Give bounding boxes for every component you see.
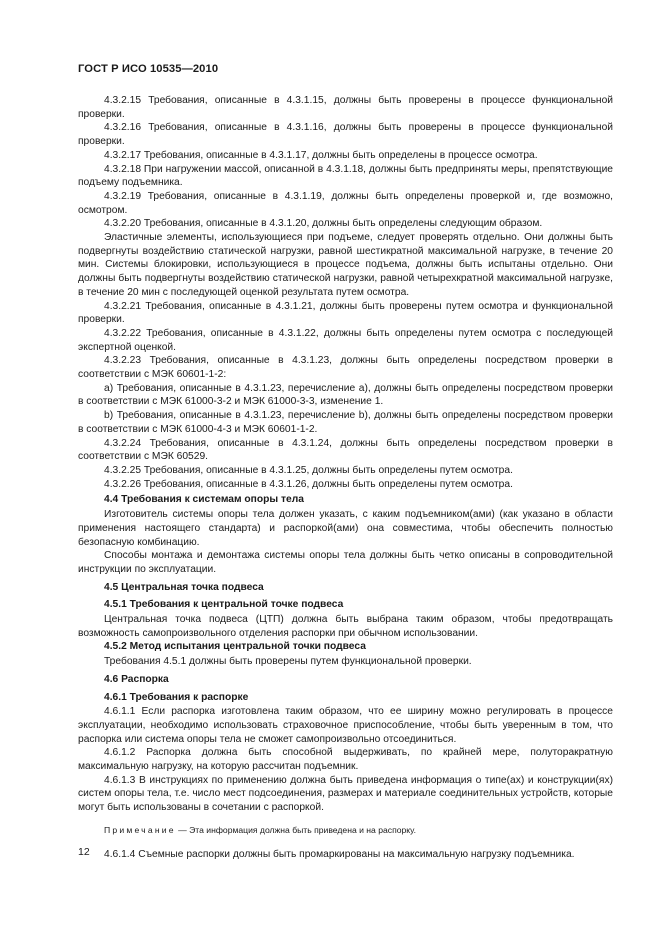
paragraph-4-4-compat: Изготовитель системы опоры тела должен указать, с каким подъемником(ами) (как указано в области применения настоящего стандарта) и распоркой(ами) она совместима, чтобы обеспечить полностью безопасную комбинацию. (78, 509, 613, 548)
paragraph-4-6-1-4: 4.6.1.4 Съемные распорки должны быть промаркированы на максимальную нагрузку подъемника. (104, 848, 575, 860)
paragraph-4-3-2-19: 4.3.2.19 Требования, описанные в 4.3.1.19, должны быть определены проверкой и, где возможно, осмотром. (78, 190, 613, 216)
paragraph-4-3-2-25: 4.3.2.25 Требования, описанные в 4.3.1.25, должны быть определены путем осмотра. (104, 464, 513, 476)
paragraph-4-3-2-24: 4.3.2.24 Требования, описанные в 4.3.1.24, должны быть определены посредством проверки в соответствии с МЭК 60529. (78, 437, 613, 463)
paragraph-4-3-2-16: 4.3.2.16 Требования, описанные в 4.3.1.16, должны быть проверены в процессе функциональной проверки. (78, 122, 613, 148)
paragraph-4-3-2-23: 4.3.2.23 Требования, описанные в 4.3.1.23, должны быть определены посредством проверки в соответствии с МЭК 60601-1-2: (78, 355, 613, 381)
page-number: 12 (78, 846, 90, 858)
paragraph-4-3-2-26: 4.3.2.26 Требования, описанные в 4.3.1.26, должны быть определены путем осмотра. (104, 478, 513, 490)
paragraph-4-3-2-17: 4.3.2.17 Требования, описанные в 4.3.1.17, должны быть определены в процессе осмотра. (104, 149, 538, 161)
paragraph-4-3-2-15: 4.3.2.15 Требования, описанные в 4.3.1.15, должны быть проверены в процессе функциональной проверки. (78, 95, 613, 120)
note (78, 824, 613, 838)
paragraph-4-6-1-3: 4.6.1.3 В инструкциях по применению должна быть приведена информация о типе(ах) и конструкции(ях) систем опоры тела, т.е. число мест подсоединения, размерах и материале соединительных устройств, которые могут быть использованы в сочетании с распоркой. (78, 774, 613, 814)
paragraph-4-5-2: Требования 4.5.1 должны быть проверены путем функциональной проверки. (104, 656, 472, 668)
heading-4-6-1: 4.6.1 Требования к распорке (104, 691, 249, 703)
heading-4-5-2: 4.5.2 Метод испытания центральной точки подвеса (104, 641, 366, 653)
paragraph-4-3-2-20: 4.3.2.20 Требования, описанные в 4.3.1.20, должны быть определены следующим образом. (104, 218, 543, 230)
list-item-a: a) Требования, описанные в 4.3.1.23, перечисление a), должны быть определены посредством проверки в соответствии с МЭК 61000-3-2 и МЭК 61000-3-3, изменение 1. (78, 382, 613, 408)
list-item-b: b) Требования, описанные в 4.3.1.23, перечисление b), должны быть определены посредством проверки в соответствии с МЭК 61000-4-3 и МЭК 60601-1-2. (78, 410, 613, 435)
document-header: ГОСТ Р ИСО 10535—2010 (78, 63, 219, 75)
paragraph-4-6-1-2: 4.6.1.2 Распорка должна быть способной выдерживать, по крайней мере, полуторакратную максимальную нагрузку, на которую рассчитан подъемник. (78, 747, 613, 773)
paragraph-4-4-mounting: Способы монтажа и демонтажа системы опоры тела должны быть четко описаны в сопроводительной инструкции по эксплуатации. (78, 550, 613, 575)
paragraph-4-5-1: Центральная точка подвеса (ЦТП) должна быть выбрана таким образом, чтобы предотвращать возможность самопроизвольного отделения распорки при обычном использовании. (78, 614, 613, 639)
paragraph-4-3-2-18: 4.3.2.18 При нагружении массой, описанной в 4.3.1.18, должны быть предприняты меры, препятствующие подъему подъемника. (78, 163, 613, 189)
heading-4-6: 4.6 Распорка (104, 673, 169, 685)
note-label: Примечание (104, 824, 176, 835)
paragraph-4-3-2-22: 4.3.2.22 Требования, описанные в 4.3.1.22, должны быть определены путем осмотра с последующей экспертной оценкой. (78, 327, 613, 353)
paragraph-4-6-1-1: 4.6.1.1 Если распорка изготовлена таким образом, что ее ширину можно регулировать в процессе эксплуатации, необходимо использовать страховочное приспособление, чтобы быть уверенным в том, что распорка или система опоры тела не сможет самопроизвольно отсоединиться. (78, 706, 613, 745)
document-body (78, 94, 613, 861)
heading-4-5-1: 4.5.1 Требования к центральной точке подвеса (104, 599, 344, 611)
paragraph-4-3-2-21: 4.3.2.21 Требования, описанные в 4.3.1.21, должны быть проверены путем осмотра и функциональной проверки. (78, 300, 613, 326)
heading-4-4: 4.4 Требования к системам опоры тела (104, 494, 304, 506)
paragraph-elastic-elements: Эластичные элементы, использующиеся при подъеме, следует проверять отдельно. Они должны быть подвергнуты воздействию статической нагрузки, равной шестикратной максимальной нагрузке, в течение 20 мин. Системы блокировки, использующиеся в процессе подъема, должны быть испытаны отдельно. Они должны быть подвергнуты воздействию статической нагрузки, равной четырехкратной максимальной нагрузке, в течение 20 мин с последующей оценкой результата путем осмотра. (78, 232, 613, 298)
heading-4-5: 4.5 Центральная точка подвеса (104, 581, 264, 593)
note-text: — Эта информация должна быть приведена и на распорку. (175, 824, 416, 835)
